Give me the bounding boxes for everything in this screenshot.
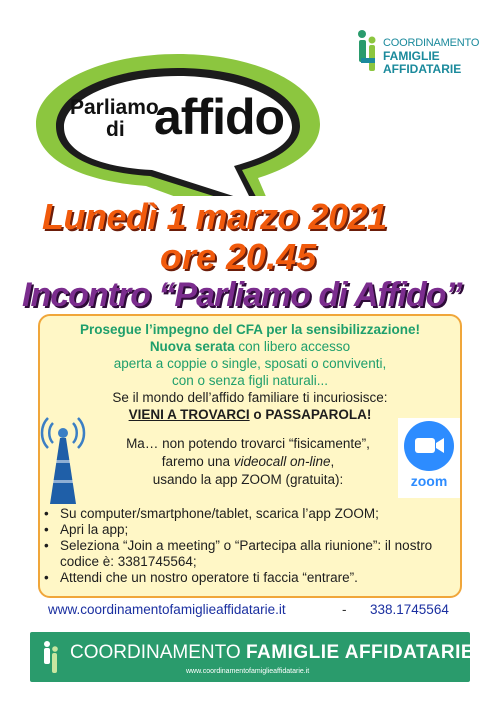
instruction-text: Seleziona “Join a meeting” o “Partecipa alla riunione”: il nostro codice è: 3381745564; [60, 538, 433, 569]
footer-title-light: COORDINAMENTO [70, 642, 246, 663]
panel-line9: usando la app ZOOM (gratuita): [152, 472, 344, 487]
instruction-text: Attendi che un nostro operatore ti faccia “entrare”. [60, 570, 358, 585]
family-logo-icon [42, 640, 60, 676]
instructions-list [44, 506, 464, 586]
list-item: • Su computer/smartphone/tablet, scarica l’app ZOOM; [44, 506, 379, 521]
phone-number[interactable]: 338.1745564 [370, 602, 449, 617]
list-item: • Seleziona “Join a meeting” o “Partecipa alla riunione”: il nostro codice è: 3381745564; [44, 538, 433, 569]
footer-title-bold: FAMIGLIE AFFIDATARIE [245, 642, 475, 663]
footer-url[interactable]: www.coordinamentofamiglieaffidatarie.it [186, 668, 310, 675]
logo-affidatarie: AFFIDATARIE [383, 62, 462, 76]
panel-line3: aperta a coppie o single, sposati o conviventi, [113, 356, 387, 371]
event-time: ore 20.45 [160, 236, 317, 277]
panel-vieni-a-trovarci: VIENI A TROVARCI [128, 407, 250, 422]
event-date: Lunedì 1 marzo 2021 [42, 196, 387, 237]
instruction-text: Su computer/smartphone/tablet, scarica l’app ZOOM; [60, 506, 379, 521]
contacts-separator: - [342, 602, 347, 617]
zoom-logo [398, 418, 460, 498]
bubble-title [70, 89, 290, 162]
list-item: • Attendi che un nostro operatore ti faccia “entrare”. [44, 570, 358, 585]
bubble-parliamo: Parliamo [70, 96, 159, 119]
panel-faremo: faremo una [161, 454, 234, 469]
bubble-di: di [106, 118, 125, 141]
panel-line2 [0, 339, 500, 354]
zoom-wordmark: zoom [410, 473, 448, 489]
footer-banner [30, 632, 475, 682]
logo-line2 [383, 50, 461, 76]
zoom-camera-icon [398, 418, 460, 474]
website-link[interactable]: www.coordinamentofamiglieaffidatarie.it [48, 602, 286, 617]
list-item: • Apri la app; [44, 522, 129, 537]
panel-line4: con o senza figli naturali... [171, 373, 329, 388]
logo-famiglie: FAMIGLIE [383, 49, 440, 63]
antenna-icon [40, 410, 86, 506]
panel-videocall: videocall on-line [233, 454, 331, 469]
panel-comma: , [330, 454, 335, 469]
panel-passaparola: o PASSAPAROLA! [249, 407, 372, 422]
panel-line7: Ma… non potendo trovarci “fisicamente”, [126, 436, 370, 451]
footer-title [70, 642, 474, 664]
panel-nuova-serata: Nuova serata [149, 339, 235, 354]
family-logo-icon [356, 28, 378, 78]
panel-libero-accesso: con libero accesso [234, 339, 351, 354]
instruction-text: Apri la app; [60, 522, 129, 537]
panel-line5: Se il mondo dell’affido familiare ti incuriosisce: [112, 390, 388, 405]
bubble-affido: affido [154, 89, 285, 145]
logo-line1: COORDINAMENTO [383, 37, 480, 49]
cfa-logo [356, 28, 486, 80]
event-title: Incontro “Parliamo di Affido” [22, 276, 462, 314]
panel-line1: Prosegue l’impegno del CFA per la sensibilizzazione! [79, 322, 421, 337]
